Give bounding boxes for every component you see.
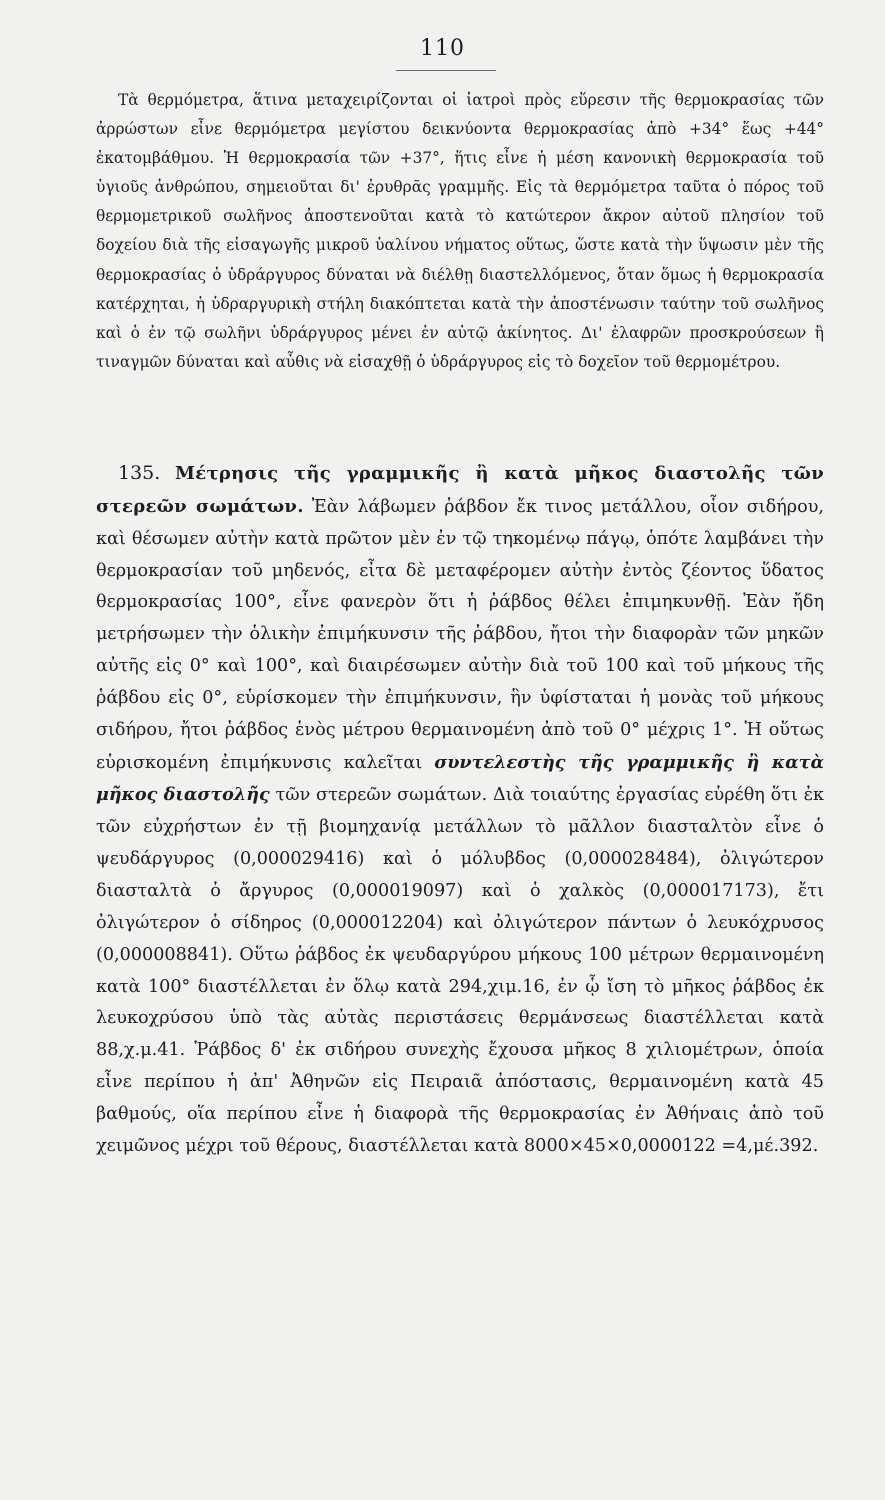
page-number: 110 (420, 36, 465, 61)
defined-term: συντελεστὴς τῆς γραμμικῆς ἢ κατὰ μῆκος διαστολῆς (96, 751, 824, 806)
section-135-paragraph (96, 458, 824, 1163)
section-text-after-term: τῶν στερεῶν σωμάτων. Διὰ τοιαύτης ἐργασίας εὑρέθη ὅτι ἐκ τῶν εὐχρήστων ἐν τῇ βιομηχανίᾳ μετάλλων τὸ μᾶλλον διασταλτὸν εἶνε ὁ ψευδάργυρος (0,000029416) καὶ ὁ μόλυβδος (0,000028484), ὀλιγώτερον διασταλτὰ ὁ ἄργυρος (0,000019097) καὶ ὁ χαλκὸς (0,000017173), ἔτι ὀλιγώτερον ὁ σίδηρος (0,000012204) καὶ ὀλιγώτερον πάντων ὁ λευκόχρυσος (0,000008841). Οὕτω ῥάβδος ἐκ ψευδαργύρου μήκους 100 μέτρων θερμαινομένη κατὰ 100° διαστέλλεται ἐν ὅλῳ κατὰ 294,χιμ.16, ἐν ᾧ ἴση τὸ μῆκος ῥάβδος ἐκ λευκοχρύσου ὑπὸ τὰς αὐτὰς περιστάσεις θερμάνσεως διαστέλλεται κατὰ 88,χ.μ.41. Ῥάβδος δ' ἐκ σιδήρου συνεχὴς ἔχουσα μῆκος 8 χιλιομέτρων, ὁποία εἶνε περίπου ἡ ἀπ' Ἀθηνῶν εἰς Πειραιᾶ ἀπόστασις, θερμαινομένη κατὰ 45 βαθμούς, οἵα περίπου εἶνε ἡ διαφορὰ τῆς θερμοκρασίας ἐν Ἀθήναις ἀπὸ τοῦ χειμῶνος μέχρι τοῦ θέρους, διαστέλλεται κατὰ 8000×45×0,0000122 =4,μέ.392. (96, 785, 825, 1156)
section-number: 135. (118, 462, 161, 484)
paragraph-thermometers: Τὰ θερμόμετρα, ἅτινα μεταχειρίζονται οἱ ἰατροὶ πρὸς εὕρεσιν τῆς θερμοκρασίας τῶν ἀρρώστων εἶνε θερμόμετρα μεγίστου δεικνύοντα θερμοκρασίας ἀπὸ +34° ἕως +44° ἑκατομβάθμου. Ἡ θερμοκρασία τῶν +37°, ἥτις εἶνε ἡ μέση κανονικὴ θερμοκρασία τοῦ ὑγιοῦς ἀνθρώπου, σημειοῦται δι' ἐρυθρᾶς γραμμῆς. Εἰς τὰ θερμόμετρα ταῦτα ὁ πόρος τοῦ θερμομετρικοῦ σωλῆνος ἀποστενοῦται κατὰ τὸ κατώτερον ἄκρον αὐτοῦ πλησίον τοῦ δοχείου διὰ τῆς εἰσαγωγῆς μικροῦ ὑαλίνου νήματος οὕτως, ὥστε κατὰ τὴν ὕψωσιν μὲν τῆς θερμοκρασίας ὁ ὑδράργυρος δύναται νὰ διέλθῃ διαστελλόμενος, ὅταν ὅμως ἡ θερμοκρασία κατέρχηται, ἡ ὑδραργυρικὴ στήλη διακόπτεται κατὰ τὴν ἀποστένωσιν ταύτην τοῦ σωλῆνος καὶ ὁ ἐν τῷ σωλῆνι ὑδράργυρος μένει ἐν αὐτῷ ἀκίνητος. Δι' ἐλαφρῶν προσκρούσεων ἢ τιναγμῶν δύναται καὶ αὖθις νὰ εἰσαχθῇ ὁ ὑδράργυρος εἰς τὸ δοχεῖον τοῦ θερμομέτρου. (96, 91, 824, 371)
section-text-before-term: Ἐὰν λάβωμεν ῥάβδον ἔκ τινος μετάλλου, οἷον σιδήρου, καὶ θέσωμεν αὐτὴν κατὰ πρῶτον μὲν ἐν τῷ τηκομένῳ πάγῳ, ὁπότε λαμβάνει τὴν θερμοκρασίαν τοῦ μηδενός, εἶτα δὲ μεταφέρομεν αὐτὴν ἐντὸς ζέοντος ὕδατος θερμοκρασίας 100°, εἶνε φανερὸν ὅτι ἡ ῥάβδος θέλει ἐπιμηκυνθῇ. Ἐὰν ἤδη μετρήσωμεν τὴν ὁλικὴν ἐπιμήκυνσιν τῆς ῥάβδου, ἤτοι τὴν διαφορὰν τῶν μηκῶν αὐτῆς εἰς 0° καὶ 100°, καὶ διαιρέσωμεν αὐτὴν διὰ τοῦ 100 καὶ τοῦ μήκους τῆς ῥάβδου εἰς 0°, εὑρίσκομεν τὴν ἐπιμήκυνσιν, ἣν ὑφίσταται ἡ μονὰς τοῦ μήκους σιδήρου, ἤτοι ῥάβδος ἑνὸς μέτρου θερμαινομένη ἀπὸ τοῦ 0° μέχρις 1°. Ἡ οὕτως εὑρισκομένη ἐπιμήκυνσις καλεῖται (96, 496, 825, 773)
section-title: Μέτρησις τῆς γραμμικῆς ἢ κατὰ μῆκος διαστολῆς τῶν στερεῶν σωμάτων. (96, 463, 824, 517)
header-rule (396, 70, 496, 71)
